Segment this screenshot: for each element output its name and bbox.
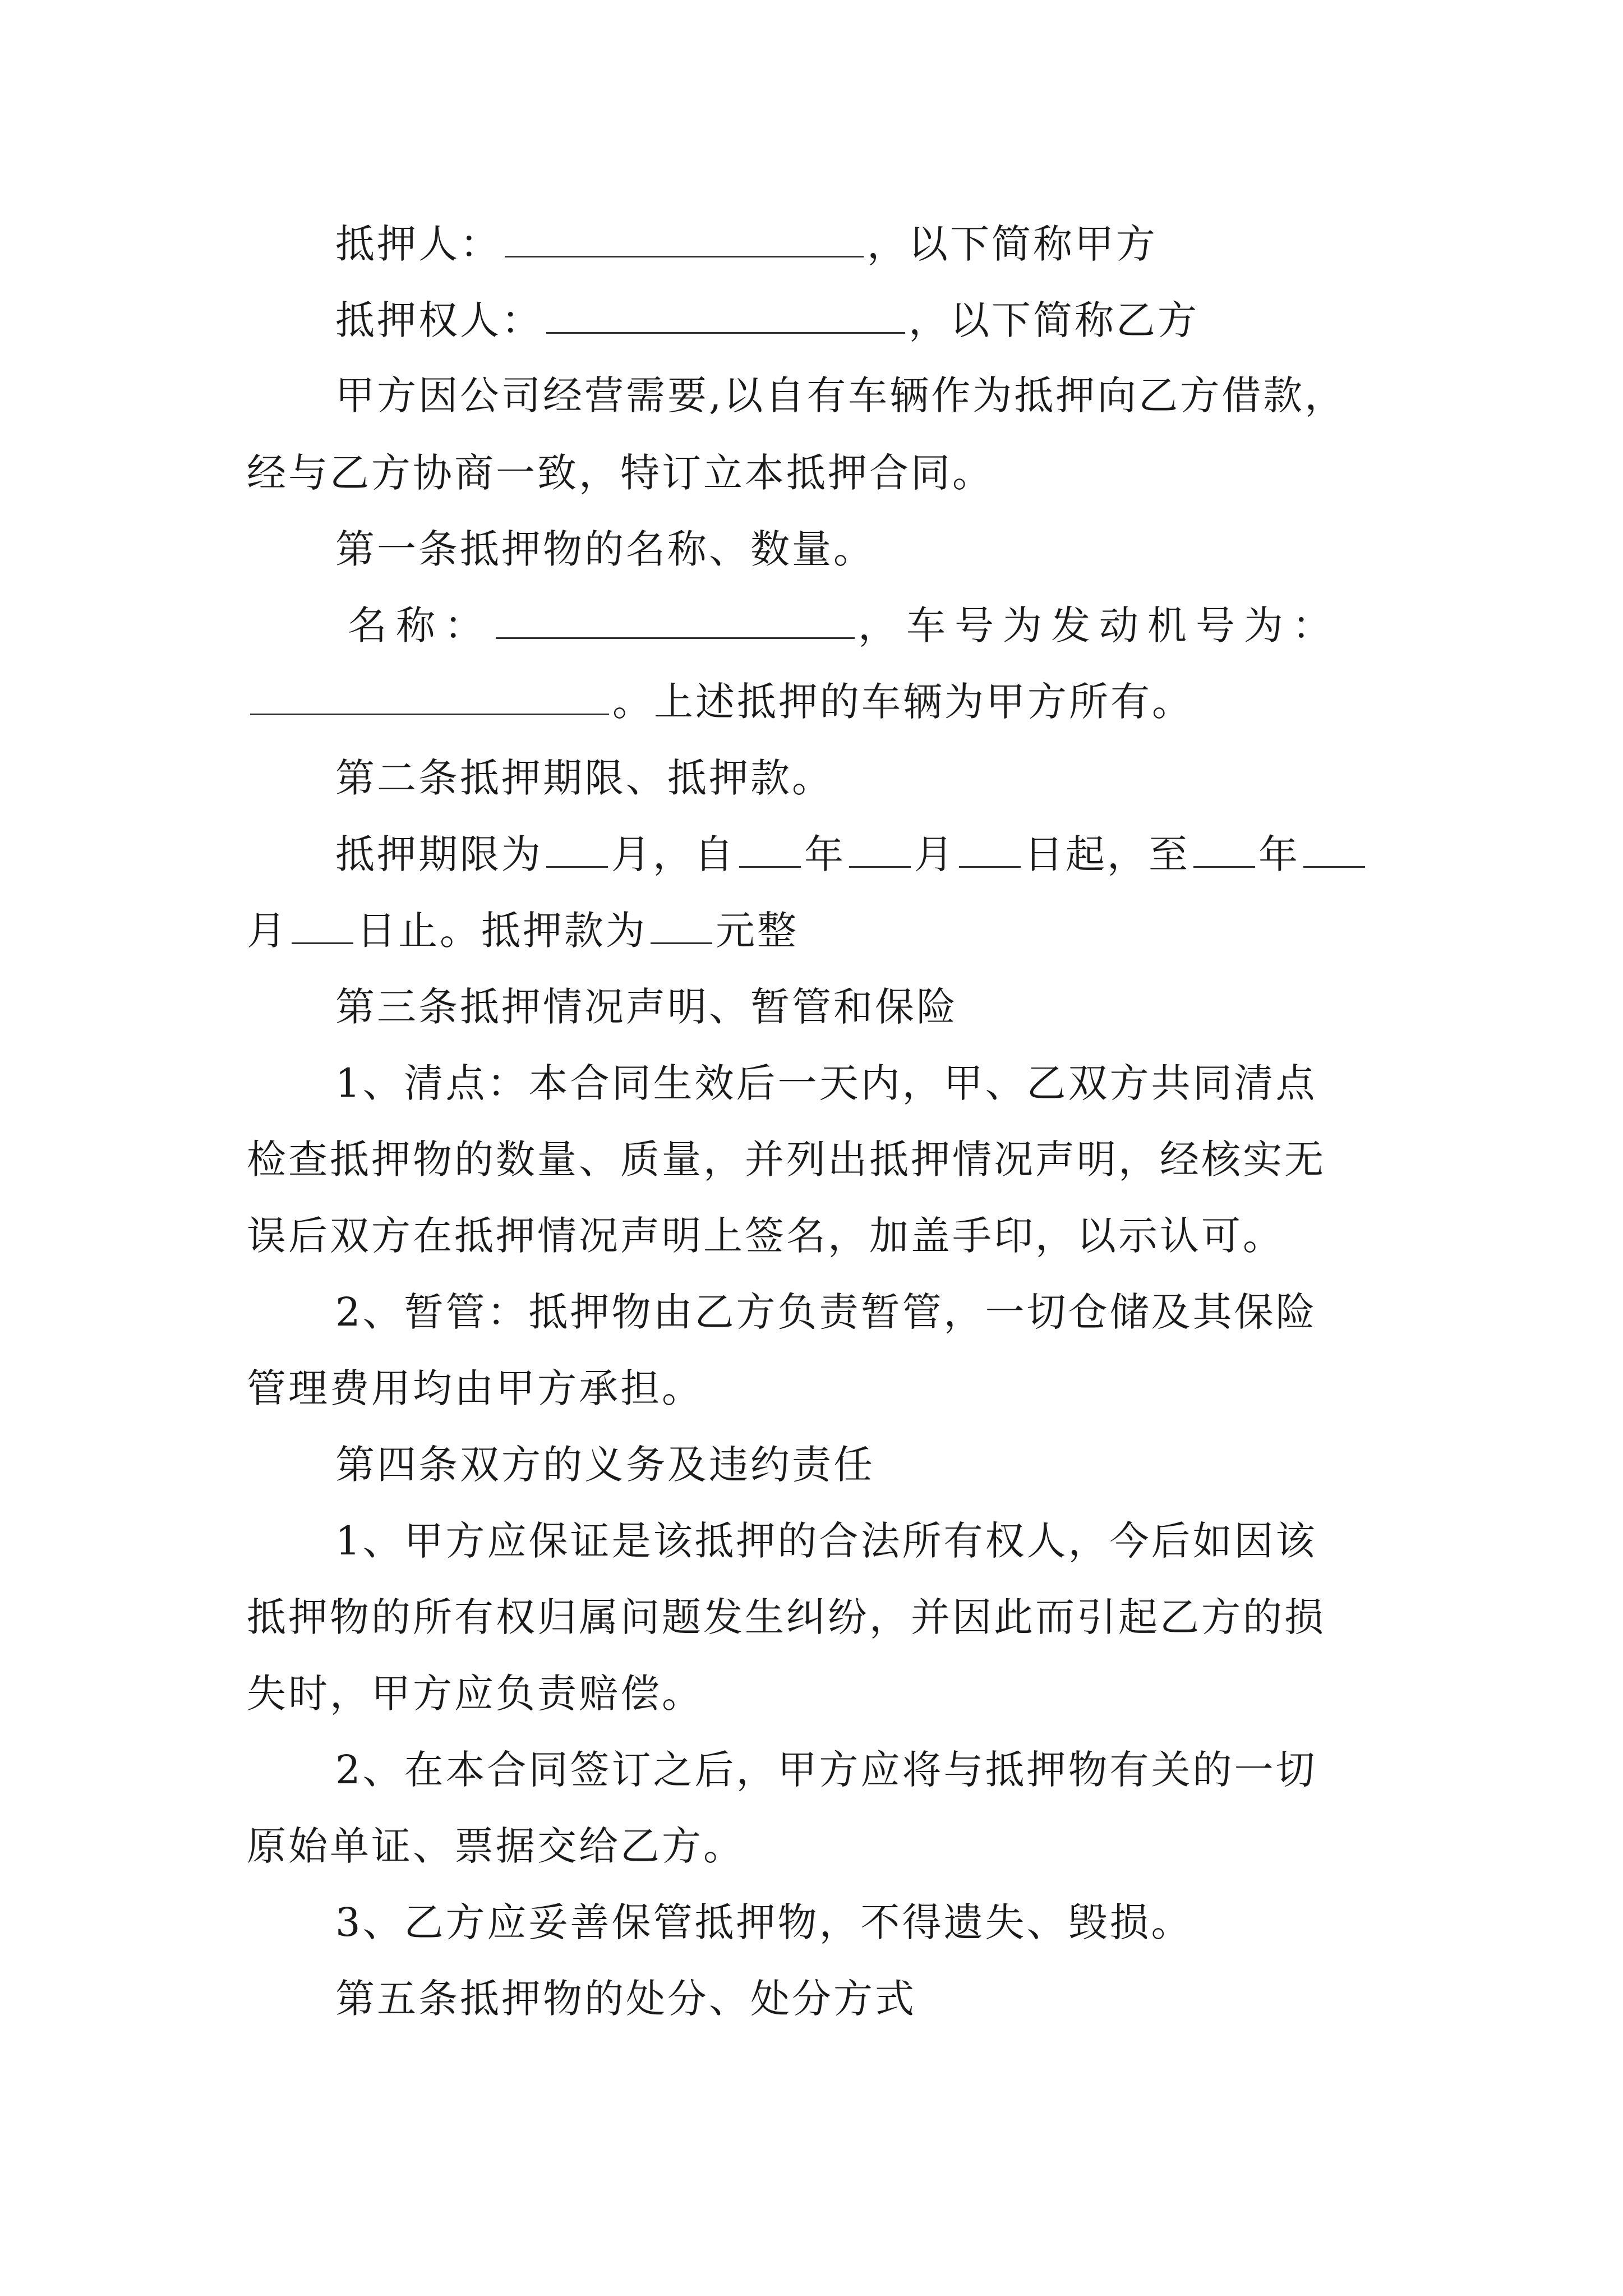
term-line-1 <box>335 829 1368 880</box>
term-from: ，自 <box>653 831 736 877</box>
engine-number-blank <box>250 681 609 715</box>
end-year-unit: 年 <box>1258 831 1300 877</box>
art3-p1-line-3: 误后双方在抵押情况声明上签名，加盖手印，以示认可。 <box>247 1213 1284 1259</box>
end-year-blank <box>1193 834 1255 868</box>
end-day-blank <box>292 910 353 944</box>
article-1-title: 第一条抵押物的名称、数量。 <box>335 526 875 572</box>
end-month-blank <box>1303 834 1365 868</box>
article-3-title: 第三条抵押情况声明、暂管和保险 <box>335 984 958 1030</box>
art4-p3-line: 3、乙方应妥善保管抵押物，不得遗失、毁损。 <box>335 1899 1193 1945</box>
art3-p1-line-2: 检查抵押物的数量、质量，并列出抵押情况声明，经核实无 <box>247 1137 1326 1182</box>
term-line-2 <box>247 905 799 956</box>
amount-unit: 元整 <box>716 908 799 954</box>
start-year-blank <box>739 834 801 868</box>
start-day-to: 日起，至 <box>1024 831 1190 877</box>
article-5-title: 第五条抵押物的处分、处分方式 <box>335 1976 916 2022</box>
art4-p1-line-1: 1、甲方应保证是该抵押的合法所有权人，今后如因该 <box>335 1518 1317 1564</box>
art4-p1-line-2: 抵押物的所有权归属问题发生纠纷，并因此而引起乙方的损 <box>247 1594 1326 1640</box>
art4-p1-line-3: 失时，甲方应负责赔偿。 <box>247 1671 703 1717</box>
article-4-title: 第四条双方的义务及违约责任 <box>335 1442 875 1488</box>
vehicle-name-label: 名称： <box>348 602 492 648</box>
article-2-title: 第二条抵押期限、抵押款。 <box>335 755 833 801</box>
start-year-unit: 年 <box>804 831 846 877</box>
vehicle-owner-text: 。上述抵押的车辆为甲方所有。 <box>612 679 1193 725</box>
start-day-blank <box>959 834 1021 868</box>
vehicle-name-mid: ，车号为发动机号为： <box>858 602 1340 648</box>
vehicle-name-blank <box>496 605 855 639</box>
mortgagor-blank <box>505 223 864 257</box>
term-month-unit: 月 <box>611 831 653 877</box>
start-month-unit: 月 <box>914 831 956 877</box>
term-months-blank <box>546 834 608 868</box>
art4-p2-line-1: 2、在本合同签订之后，甲方应将与抵押物有关的一切 <box>335 1747 1317 1793</box>
mortgagee-line <box>335 295 1199 346</box>
end-day-amount: 日止。抵押款为 <box>357 908 647 954</box>
vehicle-owner-line <box>247 677 1193 727</box>
mortgagee-suffix: ，以下简称乙方 <box>909 297 1199 343</box>
intro-line-2: 经与乙方协商一致，特订立本抵押合同。 <box>247 450 994 496</box>
art3-p2-line-1: 2、暂管：抵押物由乙方负责暂管，一切仓储及其保险 <box>335 1289 1317 1335</box>
mortgagor-line <box>335 219 1158 269</box>
art4-p2-line-2: 原始单证、票据交给乙方。 <box>247 1823 745 1869</box>
vehicle-name-line <box>348 600 1340 651</box>
mortgagee-blank <box>546 300 905 334</box>
intro-line-1: 甲方因公司经营需要,以自有车辆作为抵押向乙方借款， <box>335 372 1347 418</box>
mortgagee-label: 抵押权人： <box>335 297 543 343</box>
amount-blank <box>651 910 712 944</box>
art3-p2-line-2: 管理费用均由甲方承担。 <box>247 1365 703 1411</box>
term-prefix: 抵押期限为 <box>335 831 543 877</box>
art3-p1-line-1: 1、清点：本合同生效后一天内，甲、乙双方共同清点 <box>335 1060 1317 1106</box>
end-month-unit: 月 <box>247 908 288 954</box>
mortgagor-suffix: ，以下简称甲方 <box>867 221 1158 267</box>
mortgagor-label: 抵押人： <box>335 221 501 267</box>
start-month-blank <box>849 834 911 868</box>
